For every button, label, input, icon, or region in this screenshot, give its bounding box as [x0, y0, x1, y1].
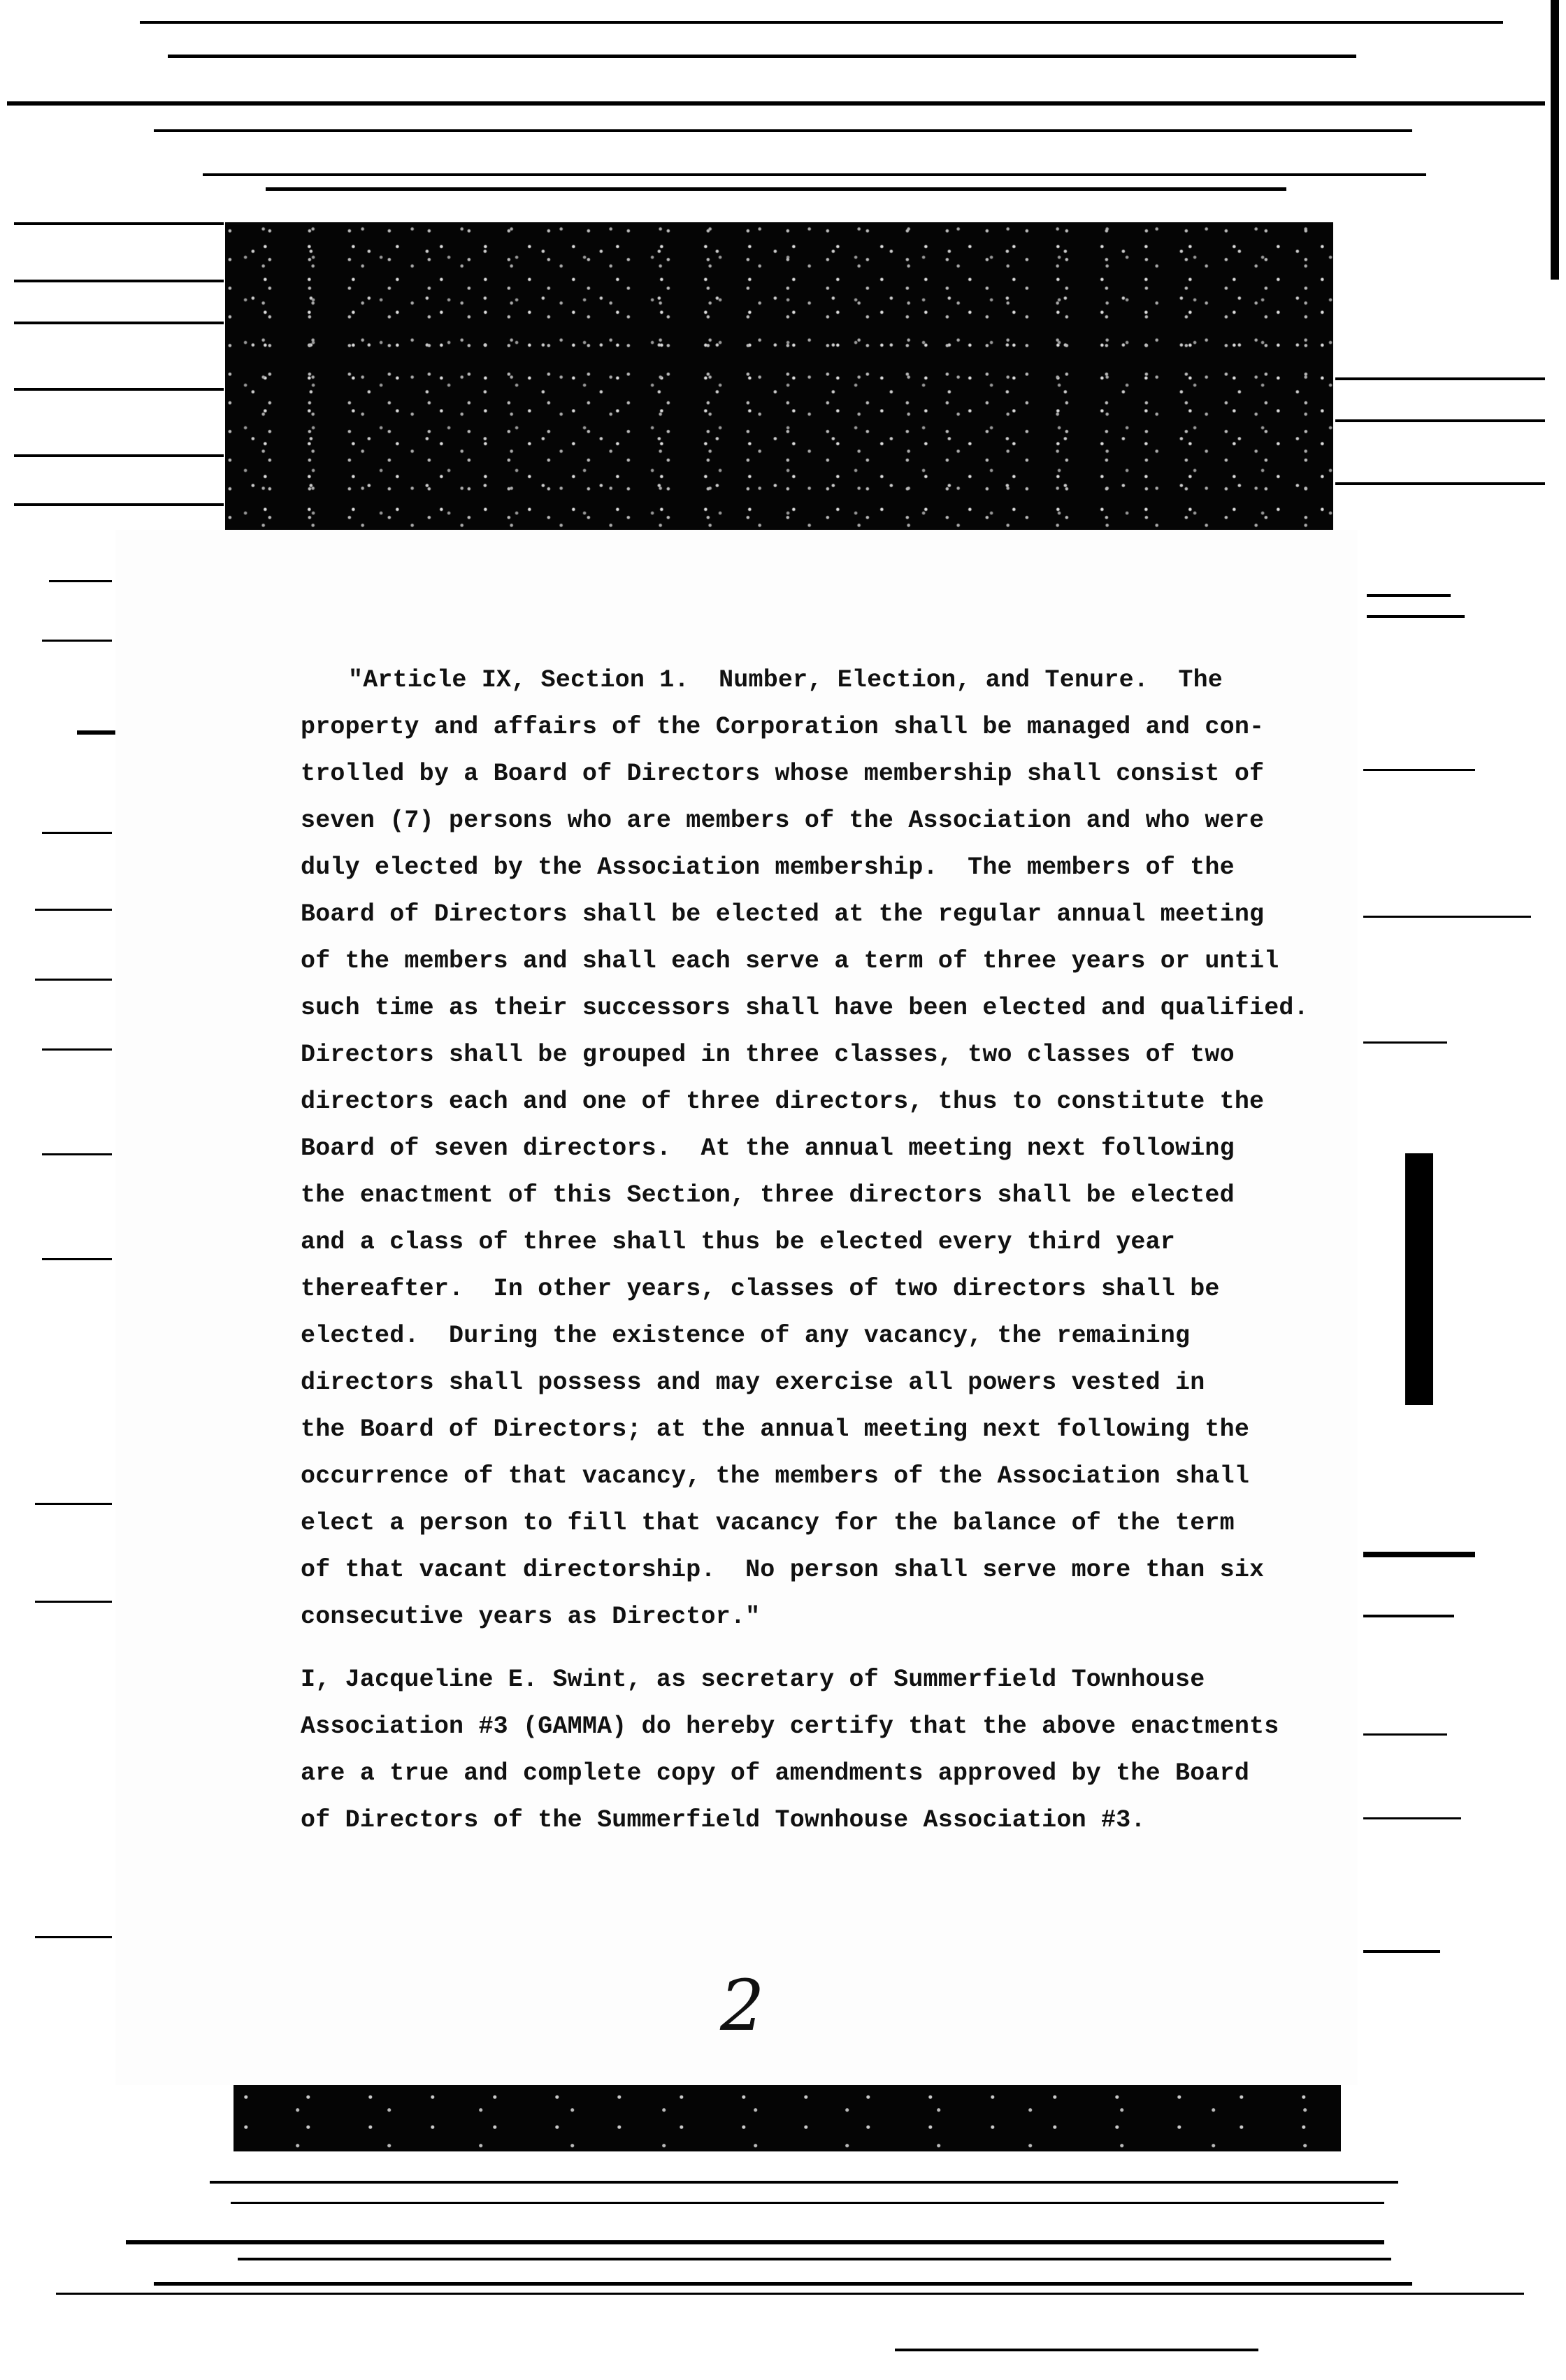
paragraph-gap: [301, 1640, 1307, 1657]
scan-artifact-right: [1363, 1552, 1475, 1557]
scan-artifact-right: [1363, 769, 1475, 771]
page-number: 2: [720, 1965, 765, 2047]
text-line: seven (7) persons who are members of the Association and who were: [301, 807, 1265, 835]
scan-artifact-left: [42, 640, 112, 642]
scan-artifact-top: [154, 129, 1412, 132]
scan-artifact-bottom: [231, 2202, 1384, 2204]
text-line: of that vacant directorship. No person shall serve more than six: [301, 1556, 1265, 1584]
text-line: Board of seven directors. At the annual meeting next following: [301, 1134, 1235, 1162]
scan-artifact-top: [7, 101, 1545, 106]
text-line: the enactment of this Section, three directors shall be elected: [301, 1181, 1235, 1209]
scan-artifact-left: [42, 1048, 112, 1051]
text-line: of the members and shall each serve a term of three years or until: [301, 947, 1279, 975]
scan-artifact-top: [266, 187, 1286, 191]
scan-artifact-left: [14, 388, 224, 391]
scan-artifact-left: [35, 1503, 112, 1505]
scan-artifact-bottom: [56, 2293, 1524, 2295]
scan-artifact-bottom: [154, 2282, 1412, 2286]
text-line: "Article IX, Section 1. Number, Election, and Tenure. The: [348, 666, 1223, 694]
text-line: Board of Directors shall be elected at the regular annual meeting: [301, 900, 1265, 928]
scan-artifact-right: [1335, 419, 1545, 422]
text-line: property and affairs of the Corporation shall be managed and con-: [301, 713, 1265, 741]
scan-artifact-right: [1363, 916, 1531, 918]
certification-paragraph: [301, 1657, 1307, 1844]
scan-artifact-left: [14, 280, 224, 282]
scan-artifact-bottom: [238, 2258, 1391, 2260]
text-line: thereafter. In other years, classes of two directors shall be: [301, 1275, 1220, 1303]
scan-artifact-left: [35, 979, 112, 981]
text-line: duly elected by the Association membership. The members of the: [301, 853, 1235, 881]
text-line: are a true and complete copy of amendments approved by the Board: [301, 1759, 1250, 1787]
scan-artifact-right: [1367, 615, 1465, 618]
scan-artifact-right: [1367, 594, 1451, 597]
scan-artifact-left: [35, 909, 112, 911]
text-line: directors shall possess and may exercise all powers vested in: [301, 1369, 1205, 1397]
scan-artifact-right: [1363, 1733, 1447, 1736]
text-line: I, Jacqueline E. Swint, as secretary of Summerfield Townhouse: [301, 1666, 1205, 1694]
text-line: and a class of three shall thus be elected every third year: [301, 1228, 1176, 1256]
scan-artifact-bottom: [210, 2181, 1398, 2184]
scan-artifact-bottom: [895, 2349, 1258, 2351]
scan-artifact-left: [14, 503, 224, 506]
scan-artifact-left: [14, 322, 224, 324]
scan-artifact-top: [168, 55, 1356, 58]
text-line: trolled by a Board of Directors whose membership shall consist of: [301, 760, 1265, 788]
document-text: [301, 657, 1307, 1844]
text-line: the Board of Directors; at the annual meeting next following the: [301, 1415, 1250, 1443]
scan-artifact-left: [42, 832, 112, 834]
text-line: elected. During the existence of any vacancy, the remaining: [301, 1322, 1191, 1350]
scan-artifact-left: [14, 454, 224, 457]
scan-artifact-left: [77, 730, 115, 735]
resolution-paragraph: [301, 657, 1307, 1640]
scan-artifact-top: [140, 21, 1503, 24]
text-line: occurrence of that vacancy, the members of the Association shall: [301, 1462, 1250, 1490]
black-band-bottom: [234, 2085, 1341, 2151]
scan-artifact-right: [1363, 1615, 1454, 1617]
scan-artifact-left: [42, 1258, 112, 1260]
scan-artifact-right: [1335, 482, 1545, 485]
scan-artifact-top: [203, 173, 1426, 176]
scan-artifact-top: [14, 222, 224, 225]
text-line: directors each and one of three directors, thus to constitute the: [301, 1088, 1265, 1116]
text-line: such time as their successors shall have been elected and qualified.: [301, 994, 1309, 1022]
scan-artifact-right: [1335, 377, 1545, 380]
text-line: of Directors of the Summerfield Townhouse Association #3.: [301, 1806, 1146, 1834]
scan-artifact-right: [1363, 1950, 1440, 1953]
text-line: consecutive years as Director.": [301, 1603, 761, 1631]
text-line: elect a person to fill that vacancy for the balance of the term: [301, 1509, 1235, 1537]
black-band-top: [225, 222, 1333, 530]
scan-artifact-right: [1363, 1041, 1447, 1044]
scan-artifact-left: [35, 1601, 112, 1603]
scan-artifact-left: [35, 1936, 112, 1938]
scan-artifact-right: [1363, 1817, 1461, 1819]
scan-artifact-left: [49, 580, 112, 582]
text-line: Directors shall be grouped in three classes, two classes of two: [301, 1041, 1235, 1069]
scan-artifact-right-edge: [1551, 0, 1559, 280]
scan-artifact-left: [42, 1153, 112, 1155]
scan-artifact-bottom: [126, 2240, 1384, 2244]
text-line: Association #3 (GAMMA) do hereby certify that the above enactments: [301, 1712, 1279, 1740]
scan-artifact-right-block: [1405, 1153, 1433, 1405]
